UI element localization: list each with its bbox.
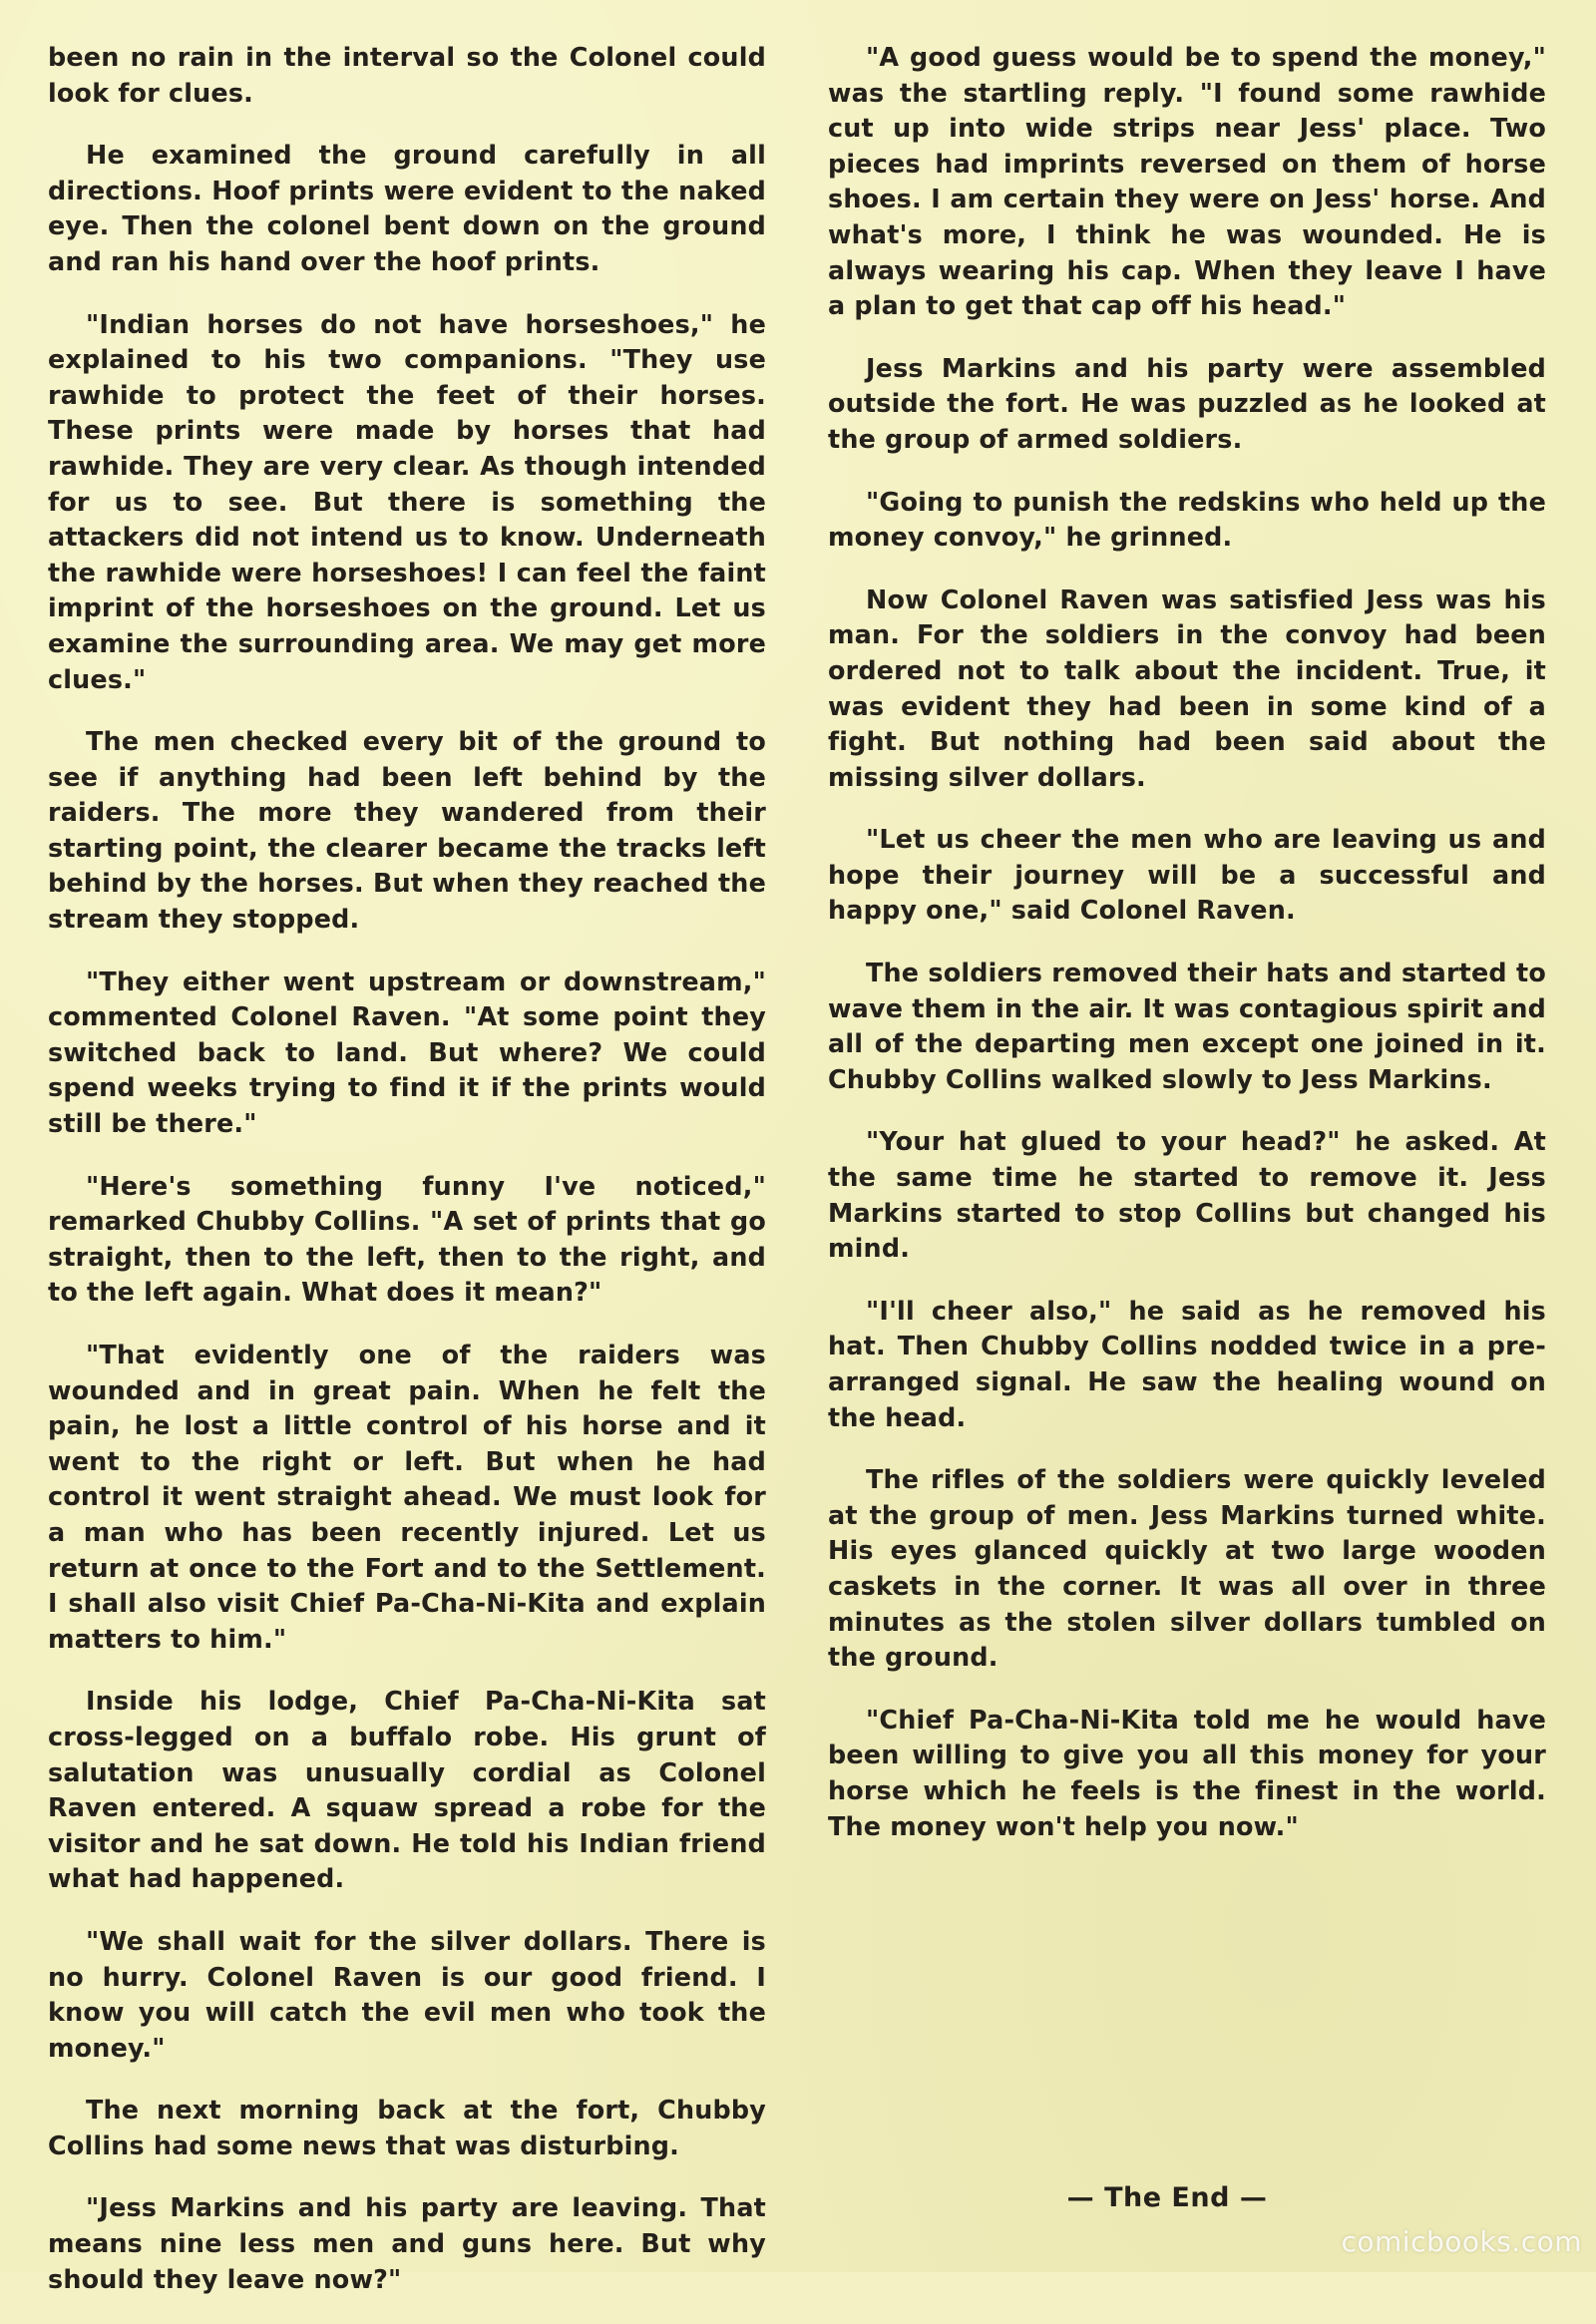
right-paragraph-5: "Let us cheer the men who are leaving us and hope their journey will be a successful and happy one," said Colonel Raven. — [828, 824, 1546, 926]
right-paragraph-7: "Your hat glued to your head?" he asked. At the same time he started to remove it. Jess Markins started to stop Collins but changed his mind. — [828, 1126, 1546, 1264]
left-text-column — [48, 40, 766, 2324]
right-paragraph-9: The rifles of the soldiers were quickly leveled at the group of men. Jess Markins turned white. His eyes glanced quickly at two large wooden caskets in the corner. It was all over in three minutes as the stolen silver dollars tumbled on the ground. — [828, 1464, 1546, 1673]
right-paragraph-8: "I'll cheer also," he said as he removed his hat. Then Chubby Collins nodded twice in a pre-arranged signal. He saw the healing wound on the head. — [828, 1295, 1546, 1432]
right-paragraph-6: The soldiers removed their hats and started to wave them in the air. It was contagious spirit and all of the departing men except one joined in it. Chubby Collins walked slowly to Jess Markins. — [828, 958, 1546, 1094]
right-paragraph-1: "A good guess would be to spend the money," was the startling reply. "I found some rawhide cut up into wide strips near Jess' place. Two pieces had imprints reversed on them of horse shoes. I am certain they were on Jess' horse. And what's more, I think he was wounded. He is always wearing his cap. When they leave I have a plan to get that cap off his head." — [828, 42, 1546, 321]
left-paragraph-1: been no rain in the interval so the Colonel could look for clues. — [48, 42, 766, 108]
right-paragraph-3: "Going to punish the redskins who held up the money convoy," he grinned. — [828, 486, 1546, 553]
left-paragraph-8: Inside his lodge, Chief Pa-Cha-Ni-Kita sat cross-legged on a buffalo robe. His grunt of salutation was unusually cordial as Colonel Raven entered. A squaw spread a robe for the visitor and he sat down. He told his Indian friend what had happened. — [48, 1686, 766, 1894]
left-paragraph-10: The next morning back at the fort, Chubby Collins had some news that was disturbing. — [48, 2095, 766, 2160]
left-paragraph-11: "Jess Markins and his party are leaving. That means nine less men and guns here. But why should they leave now?" — [48, 2192, 766, 2294]
right-paragraph-4: Now Colonel Raven was satisfied Jess was his man. For the soldiers in the convoy had been ordered not to talk about the incident. True, it was evident they had been in some kind of a fight. But nothing had been said about the missing silver dollars. — [828, 583, 1546, 792]
right-paragraph-10: "Chief Pa-Cha-Ni-Kita told me he would have been willing to give you all this money for your horse which he feels is the finest in the world. The money won't help you now." — [828, 1704, 1546, 1841]
left-paragraph-9: "We shall wait for the silver dollars. There is no hurry. Colonel Raven is our good friend. I know you will catch the evil men who took the money." — [48, 1925, 766, 2063]
the-end-marker: — The End — — [1066, 2182, 1268, 2213]
left-paragraph-3: "Indian horses do not have horseshoes," he explained to his two companions. "They use rawhide to protect the feet of their horses. These prints were made by horses that had rawhide. They are very clear. As though intended for us to see. But there is something the attackers did not intend us to know. Underneath the rawhide were horseshoes! I can feel the faint imprint of the horseshoes on the ground. Let us examine the surrounding area. We may get more clues." — [48, 308, 766, 694]
right-paragraph-2: Jess Markins and his party were assembled outside the fort. He was puzzled as he looked at the group of armed soldiers. — [828, 352, 1546, 454]
site-watermark: comicbooks.com — [1341, 2225, 1582, 2258]
left-paragraph-2: He examined the ground carefully in all directions. Hoof prints were evident to the naked eye. Then the colonel bent down on the ground and ran his hand over the hoof prints. — [48, 140, 766, 276]
left-paragraph-7: "That evidently one of the raiders was wounded and in great pain. When he felt the pain, he lost a little control of his horse and it went to the right or left. But when he had control it went straight ahead. We must look for a man who has been recently injured. Let us return at once to the Fort and to the Settlement. I shall also visit Chief Pa-Cha-Ni-Kita and explain matters to him." — [48, 1340, 766, 1654]
left-paragraph-5: "They either went upstream or downstream," commented Colonel Raven. "At some point they switched back to land. But where? We could spend weeks trying to find it if the prints would still be there." — [48, 966, 766, 1139]
left-paragraph-6: "Here's something funny I've noticed," remarked Chubby Collins. "A set of prints that go straight, then to the left, then to the right, and to the left again. What does it mean?" — [48, 1170, 766, 1308]
left-paragraph-4: The men checked every bit of the ground to see if anything had been left behind by the raiders. The more they wandered from their starting point, the clearer became the tracks left behind by the horses. But when they reached the stream they stopped. — [48, 726, 766, 935]
right-text-column — [828, 40, 1546, 1871]
